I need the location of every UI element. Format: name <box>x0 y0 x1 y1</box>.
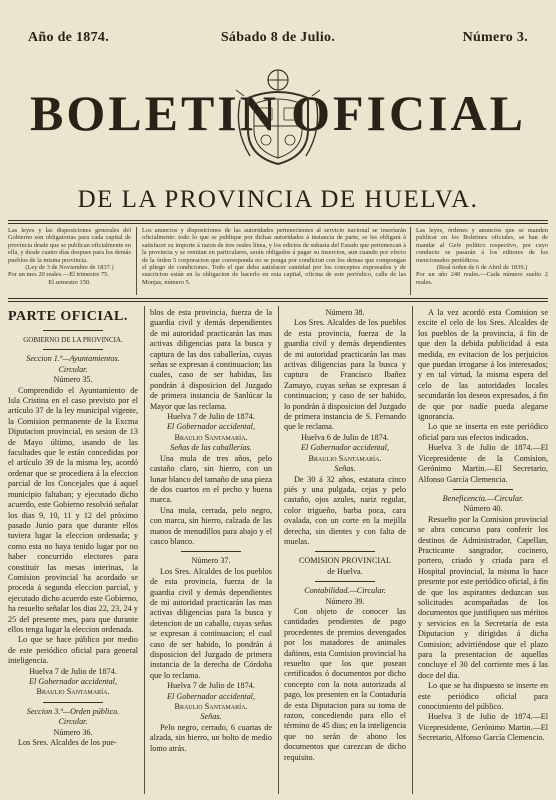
masthead-rule <box>8 220 548 221</box>
masthead-rule-2 <box>8 223 548 224</box>
column-3: Número 38. Los Sres. Alcaldes de los pueblos de esta provincia, fuerza de la guardia civil y demás dependientes de mi autoridad practicarán las mas activas diligencias para la busca y captura de Francisco Ibañez Zamayo, cuyas señas se expresan á continuacion; y caso de ser habido, lo pondrán á disposicion del Juzgado de primera instancia de S. Fernando que le reclama. Huelva 6 de Julio de 1874. El Gobernador accidental, Braulio Santamaría. Señas. De 30 á 32 años, estatura cinco piés y una pulgada, cejas y pelo castaño, ojos azules, nariz regular, color trigueño, barba poca, cara ovalada, con un corte en la mejilla derecha, sin dientes y con falta de muelas. COMISION PROVINCIAL de Huelva. Contabilidad.—Circular. Número 39. Con objeto de conocer las cantidades pendientes de pago procedentes de premios devengados por los matadores de animales dañinos, esta Comision provincial ha resuelto que los que posean certificados ó documentos por dicho concepto con la nota autorizada al pago, los presenten en la Contaduría de esta Diputacion para su toma de razon, concediendo para ello el término de 45 dias; en la inteligencia que no serán de abono los documentos que carezcan de dicho requisito. <box>284 308 406 762</box>
masthead-subtitle: DE LA PROVINCIA DE HUELVA. <box>77 186 479 213</box>
gov-heading: GOBIERNO DE LA PROVINCIA. <box>23 336 123 344</box>
column-4: A la vez acordó esta Comision se excite el celo de los Sres. Alcaldes de los pueblos de la provincia, á fin de que den la debida publicidad á esta medida, en evitacion de los perjuicios que puedan irrogarse á los interesados; y en tal virtud, la misma espera del celo de las autoridades locales secundarán los deseos expresados, á fin de que por nadie pueda alegarse ignorancia. Lo que se inserta en este periódico oficial para sus efectos indicados. Huelva 3 de Julio de 1874.—El Vicepresidente de la Comision, Gerónimo Martin.—El Secretario, Alfonso García Clemencia. Beneficencia.—Circular. Número 40. Resuelto por la Comision provincial se abra concurso para conferir los destinos de Administrador, Capellan, Practicante sangrador, cocinero, portero, criado y criada para el Hospital provincial, la misma lo hace presente por este periódico oficial, á fin de que los aspirantes deduzcan sus solicitudes acompañadas de los documentos que justifiquen sus méritos y servicios en la Secretaría de esta Diputacion y dirigidas á dicha Comision; advirtiéndose que el plazo para la presentacion de aquellas concluye el 30 del corriente mes á las doce del dia. Lo que se ha dispuesto se inserte en este periódico oficial para conocimiento del público. Huelva 3 de Julio de 1874.—El Vicepresidente, Gerónimo Martin.—El Secretario, Alfonso García Clemencio. <box>418 308 548 743</box>
notice-rule-2 <box>8 301 548 302</box>
masthead-title-right: OFICIAL <box>291 85 526 141</box>
section-title: PARTE OFICIAL. <box>8 309 128 324</box>
issue-number: Número 3. <box>462 30 528 45</box>
year-label: Año de 1874. <box>28 30 109 45</box>
article-body: Comprendido el Ayuntamiento de Isla Cristina en el caso previsto por el artículo 37 de la ley municipal vigente, la Comision permanente de la Excma Diputacion provincial, en sesion de 13 de Mayo último, usando de las facultades que le están concedidas por el artículo 39 de la misma ley, acordó ordenar que se procediera á la eleccion parcial de los Concejales que á aquel municipio faltaban; y ejecutado dicho acuerdo, este Gobierno resolvió señalar los dias 9, 10, 11 y 12 del próximo pasado Junio para que durante ellos tuviera lugar la eleccion ordenada; y como esta no haya tenido lugar por no haber concurrido electores para constituir las mesas interinas, la Comision provincial ha acordado se proceda á segunda eleccion parcial, y ejecutado dicho acuerdo este Gobierno, ha resuelto señalar los dias 22, 23, 24 y 25 del presente mes, para que durante ellos tenga lugar la eleccion ordenada. <box>8 385 138 634</box>
notice-orders: Las leyes, órdenes y anuncios que se manden publicar en los Boletines oficiales, se han de mandar al Gefe político respectivo, por cuyo conducto se pasarán á los editores de los mencionados periódicos. (Real órden de 6 de Abril de 1839.) Por un año 240 reales.—Cada número suelto 2 reales. <box>416 227 548 286</box>
notice-rule <box>8 298 548 299</box>
date-label: Sábado 8 de Julio. <box>220 30 336 45</box>
masthead-title-left: BOLETIN <box>30 85 279 141</box>
notice-announcements: Los anuncios y disposiciones de las autoridades pertenecientes al servicio nacional se insertarán oficialmente: todo lo que se publique por dichas autoridades á instancia de parte, se les obligará á satisfacer su importe á razon de tres reales línea, y los edictos de subasta del Estado que pertenezcan á la provincia y se remitan en particulares, serán obligados á pagar su insercion, aun cuando por efecto de la órden 5 corporacion que corresponda no se ponga por condicion con los demas que compongan el pliego de condiciones. Todo el que deba satisfacer cantidad por los conceptos expresados y de suscricion están en la obligacion de hacerlo en esta capital, oficina de este periódico, calle de las Monjas, número 5. <box>142 227 406 286</box>
commission-heading: COMISION PROVINCIAL <box>298 556 392 566</box>
notice-laws: Las leyes y las disposiciones generales del Gobierno son obligatorias para cada capital de provincia desde que se publican oficialmente en ella, y desde cuatro días despues para los demás pueblos de la misma provincia. (Ley de 3 de Noviembre de 1837.) Por un mes 20 reales.—El trimestre 75. El semestre 150. <box>8 227 131 286</box>
column-2: blos de esta provincia, fuerza de la guardia civil y demás dependientes de mi autoridad practicarán las mas activas diligencias para la busca y captura de las dos caballerías, cuyas señas se expresan á continuacion; las cuales, caso de ser habidas, las pondrán á disposicion del Juzgado de primera instancia de Sanlúcar la Mayor que las reclama. Huelva 7 de Julio de 1874. El Gobernador accidental, Braulio Santamaría. Señas de las caballerías. Una mula de tres años, pelo castaño claro, sin hierro, con un lunar blanco del tamaño de una pieza de dos cuartos en el pecho y buena marca. Una mula, cerrada, pelo negro, con marca, sin hierro, calzada de las manos de menudillos para abajo y el casco blanco. Número 37. Los Sres. Alcaldes de los pueblos de esta provincia, fuerza de la guardia civil y demás dependientes de mi autoridad practicarán las mas activas diligencias para la busca y detencion de un caballo, cuyas señas se expresan á continuacion; el cual caso de ser habido, lo pondrán á disposicion del Juzgado de primera instancia de la derecha de Córdoba que lo reclama. Huelva 7 de Julio de 1874. El Gobernador accidental, Braulio Santamaría. Señas. Pelo negro, cerrado, 6 cuartas de alzada, sin hierro, un bolto de medio lomo atrás. <box>150 308 272 753</box>
section-label: Seccion 1.ª—Ayuntamientos. <box>26 354 120 364</box>
article-number: Número 35. <box>53 375 93 385</box>
coat-of-arms-icon <box>230 60 326 170</box>
column-1: PARTE OFICIAL. GOBIERNO DE LA PROVINCIA. Seccion 1.ª—Ayuntamientos. Circular. Número 35. Comprendido el Ayuntamiento de Isla Cristina en el caso previsto por el artículo 37 de la ley municipal vigente, la Comision permanente de la Excma Diputacion provincial, en sesion de 13 de Mayo último, usando de las facultades que le están concedidas por el artículo 39 de la misma ley, acordó ordenar que se procediera á la eleccion parcial de los Concejales que á aquel municipio faltaban; y ejecutado dicho acuerdo, este Gobierno resolvió señalar los dias 9, 10, 11 y 12 del próximo pasado Junio para que durante ellos tuviera lugar la eleccion ordenada; y como esta no haya tenido lugar por no haber concurrido electores para constituir las mesas interinas, la Comision provincial ha acordado se proceda á segunda eleccion parcial, y ejecutado dicho acuerdo este Gobierno, ha resuelto señalar los dias 22, 23, 24 y 25 del presente mes, para que durante ellos tenga lugar la eleccion ordenada. Lo que se hace público por medio de este periódico oficial para general inteligencia. Huelva 7 de Julio de 1874. El Gobernador accidental, Braulio Santamaría. Seccion 3.ª—Orden público. Circular. Número 36. Los Sres. Alcaldes de los pue- <box>8 309 138 748</box>
